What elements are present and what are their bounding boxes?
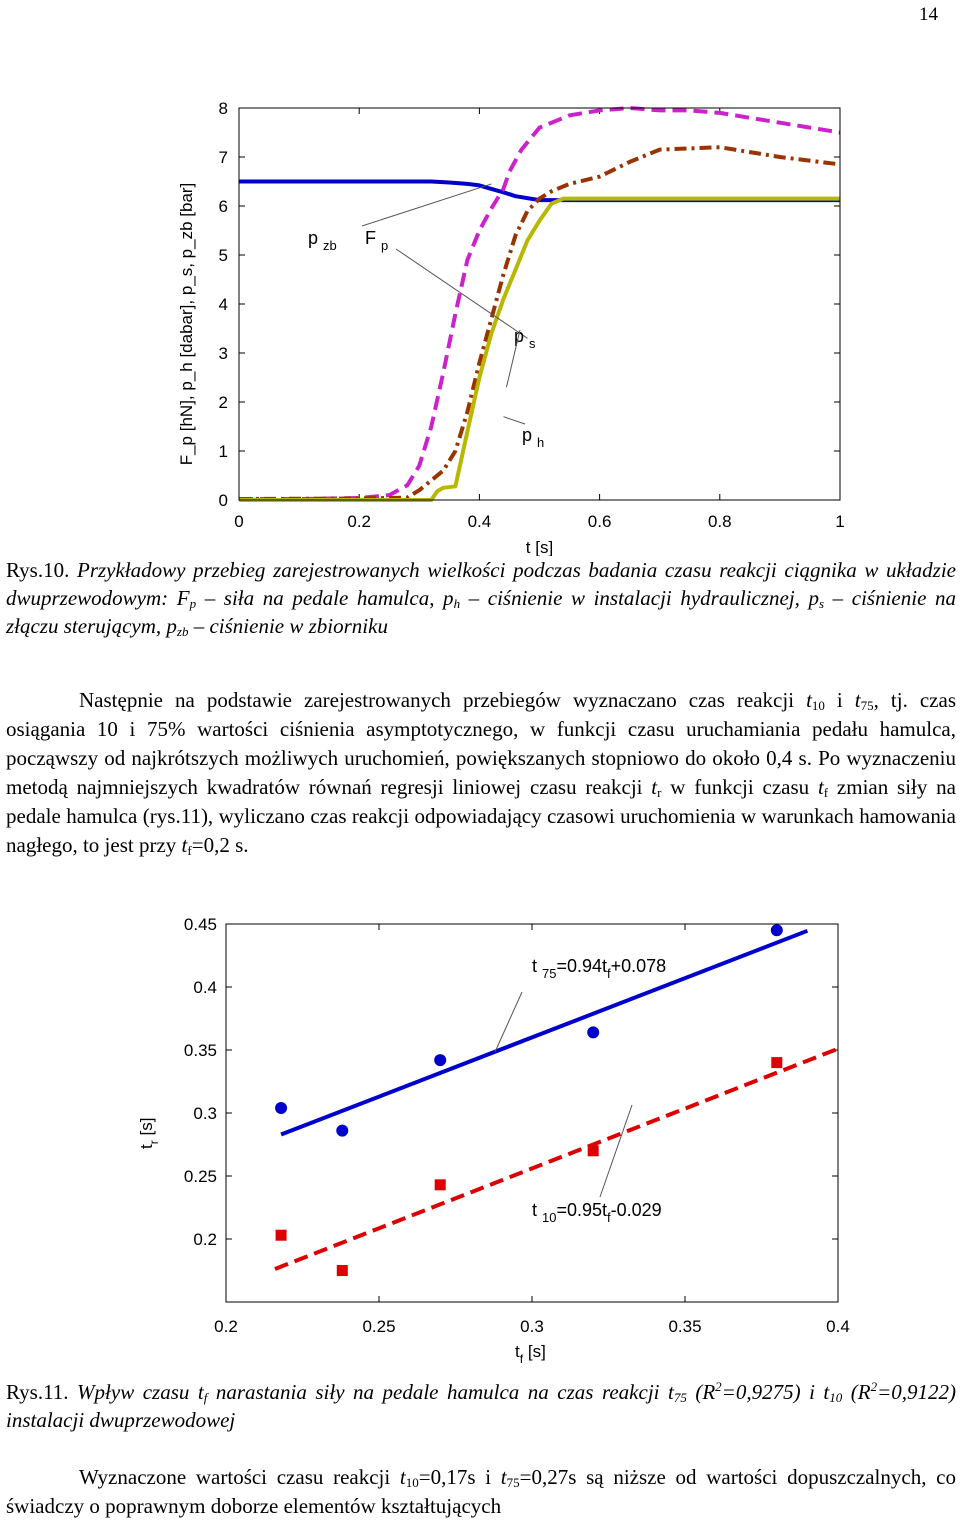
caption-2-sub: 75	[673, 1390, 687, 1405]
y-tick-label: 8	[218, 99, 228, 118]
para-2-text: =0,27s są niższe od wartości dopuszczalnych, co świadczy o poprawnym doborze elementów kształtujących	[6, 1465, 956, 1518]
para-1-text: w funkcji czasu	[661, 775, 818, 799]
x-tick-label: 0.25	[362, 1317, 396, 1336]
annotation-label-p-zb: p $_{zb}$	[308, 228, 337, 253]
x-tick-label: 0.4	[467, 512, 492, 531]
para-1-var: t	[817, 775, 824, 799]
para-1-sub: 75	[860, 698, 874, 713]
caption-1-part: Przykładowy przebieg zarejestrowanych wielkości podczas badania czasu reakcji ciągnika w układzie dwuprzewodowym: F	[6, 558, 956, 610]
x-tick-label: 0	[234, 512, 244, 531]
caption-2-part: t	[197, 1380, 204, 1404]
caption-2-part: narastania siły na pedale hamulca na czas reakcji	[207, 1380, 668, 1404]
y-tick-label: 0.35	[183, 1041, 217, 1060]
caption-2-sup: 2	[870, 1379, 878, 1394]
data-point-t10	[337, 1265, 348, 1276]
equation-label-t75: t $_{75}=0.94t_f+0.078$	[532, 956, 667, 981]
x-tick-label: 0.2	[214, 1317, 238, 1336]
x-tick-label: 1	[835, 512, 845, 531]
para-1-text: i	[824, 688, 855, 712]
caption-2-sub: 10	[829, 1390, 843, 1405]
para-1-sub: 10	[811, 698, 825, 713]
para-2-text: =0,17s i	[418, 1465, 501, 1489]
para-1-sub: f	[823, 785, 829, 800]
para-2-sub: 10	[405, 1475, 419, 1490]
data-point-t75	[275, 1102, 287, 1114]
paragraph-1	[6, 686, 956, 860]
para-1-text: =0,2 s.	[191, 833, 249, 857]
x-tick-label: 0.2	[347, 512, 372, 531]
caption-2-part: =0,9275) i	[721, 1380, 824, 1404]
y-tick-label: 0.3	[193, 1104, 217, 1123]
caption-1-part: – ciśnienie w zbiorniku	[188, 614, 388, 638]
data-point-t75	[434, 1054, 446, 1066]
para-1-text: zmian siły na pedale hamulca (rys.11), wyliczano czas reakcji odpowiadający czasowi uruchomienia w warunkach hamowania nagłego, to jest przy	[6, 775, 956, 857]
caption-1-sub: s	[819, 596, 825, 611]
data-point-t10	[276, 1230, 287, 1241]
caption-2-part: =0,9122) instalacji dwuprzewodowej	[6, 1380, 956, 1432]
caption-2-part: t	[823, 1380, 830, 1404]
x-axis-label: $t_f$ [s]	[515, 1342, 546, 1366]
y-tick-label: 3	[218, 344, 228, 363]
caption-1-sub: zb	[176, 624, 189, 639]
x-tick-label: 0.35	[668, 1317, 702, 1336]
y-axis-label: $t_r$ [s]	[137, 1117, 161, 1149]
figure-2-caption	[6, 1378, 956, 1434]
y-tick-label: 0.25	[183, 1167, 217, 1186]
annotation-label-p-s: p $_s$	[514, 326, 536, 351]
caption-2-lead: Rys.11.	[6, 1380, 69, 1404]
caption-2-part: t	[667, 1380, 674, 1404]
para-1-var: t	[181, 833, 188, 857]
x-tick-label: 0.4	[826, 1317, 850, 1336]
para-1-sub: f	[187, 843, 192, 858]
data-point-t10	[588, 1145, 599, 1156]
para-1-text: Następnie na podstawie zarejestrowanych przebiegów wyznaczano czas reakcji	[79, 688, 807, 712]
caption-1-lead: Rys.10.	[6, 558, 70, 582]
caption-2-part: (R	[686, 1380, 716, 1404]
data-point-t10	[435, 1179, 446, 1190]
x-tick-label: 0.8	[707, 512, 732, 531]
y-tick-label: 0.4	[193, 978, 217, 997]
annotation-leader-h	[503, 417, 525, 424]
x-tick-label: 0.6	[587, 512, 612, 531]
annotation-leader-zb	[362, 184, 491, 226]
y-axis-label: F_p [hN], p_h [dabar], p_s, p_zb [bar]	[177, 182, 196, 466]
data-point-t10	[771, 1057, 782, 1068]
caption-1-sub: h	[453, 596, 461, 611]
figure-1-caption	[6, 556, 956, 640]
annotation-label-F-p: F $_p$	[365, 228, 389, 253]
para-1-sub: r	[657, 785, 662, 800]
caption-2-part: Wpływ czasu	[68, 1380, 198, 1404]
data-point-t75	[587, 1026, 599, 1038]
fit-line-t10-fit	[275, 1049, 838, 1269]
para-1-text: , tj. czas osiągania 10 i 75% wartości ciśnienia asymptotycznego, w funkcji czasu uruchamiania pedału hamulca, począwszy od najkrótszych możliwych uruchomień, powiększanych stopniowo do około 0,4 s. Po wyznaczeniu metodą najmniejszych kwadratów równań regresji liniowej czasu reakcji	[6, 688, 956, 799]
data-point-t75	[771, 924, 783, 936]
x-axis-label: t [s]	[525, 538, 554, 556]
y-tick-label: 5	[218, 246, 228, 265]
page-number: 14	[919, 4, 938, 25]
y-tick-label: 0.2	[193, 1230, 217, 1249]
y-tick-label: 0	[218, 491, 228, 510]
para-1-var: t	[854, 688, 861, 712]
caption-2-sup: 2	[715, 1379, 722, 1394]
equation-label-t10: t $_{10}=0.95t_f-0.029$	[532, 1200, 662, 1225]
y-tick-label: 2	[218, 393, 228, 412]
caption-2-sub: f	[203, 1390, 208, 1405]
y-tick-label: 1	[218, 442, 228, 461]
y-tick-label: 4	[218, 295, 228, 314]
figure-2-regression-plot	[0, 910, 960, 1372]
x-tick-label: 0.3	[520, 1317, 544, 1336]
caption-1-part: – ciśnienie na złączu sterującym, p	[6, 586, 957, 638]
para-1-var: t	[651, 775, 658, 799]
figure-1-time-plot	[0, 86, 960, 556]
plot-frame	[226, 924, 838, 1302]
y-tick-label: 7	[218, 148, 228, 167]
y-axis-label-group	[137, 1118, 161, 1149]
paragraph-2	[6, 1463, 956, 1521]
equation-leader-t10	[600, 1105, 632, 1197]
para-2-text: Wyznaczone wartości czasu reakcji	[79, 1465, 400, 1489]
annotation-label-p-h: p $_h$	[522, 425, 545, 450]
para-1-var: t	[806, 688, 812, 712]
caption-1-sub: p	[189, 596, 197, 611]
para-2-var: t	[399, 1465, 406, 1489]
y-tick-label: 0.45	[183, 915, 217, 934]
para-2-var: t	[500, 1465, 507, 1489]
data-point-t75	[336, 1125, 348, 1137]
fit-line-t75-fit	[281, 931, 807, 1135]
para-2-sub: 75	[506, 1475, 520, 1490]
y-tick-label: 6	[218, 197, 228, 216]
caption-1-part: – siła na pedale hamulca, p	[196, 586, 454, 610]
caption-2-part: (R	[842, 1380, 871, 1404]
caption-1-part: – ciśnienie w instalacji hydraulicznej, p	[460, 586, 820, 610]
